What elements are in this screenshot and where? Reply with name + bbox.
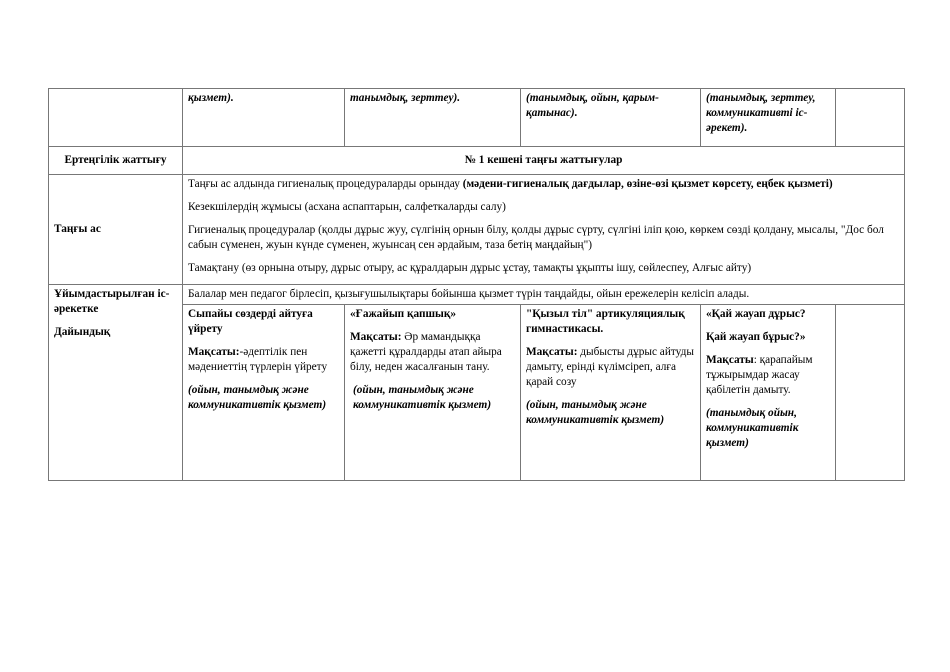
goal-text: Әр мамандыққа қажетті құралдарды атап айыра білу, неден жасалғанын тану. — [350, 331, 502, 374]
table-row-breakfast — [49, 175, 905, 285]
goal-label: Мақсаты: — [526, 346, 578, 359]
goal-label: Мақсаты: — [188, 346, 240, 359]
activity-goal — [526, 345, 695, 390]
activity-goal — [350, 330, 515, 375]
activity-tag: (танымдық ойын, коммуникативтік қызмет) — [706, 407, 799, 450]
activity-goal — [706, 353, 830, 398]
cell-empty — [836, 89, 905, 147]
activity-title: "Қызыл тіл" артикуляциялық гимнастикасы. — [526, 308, 685, 336]
activity-cell-1 — [183, 305, 345, 481]
activity-title: Сыпайы сөздерді айтуға үйрету — [188, 308, 313, 336]
schedule-table — [48, 88, 905, 481]
table-row-exercise — [49, 147, 905, 175]
goal-text: : қарапайым тұжырымдар жасау қабілетін дамыту. — [706, 354, 813, 397]
goal-label: Мақсаты: — [350, 331, 402, 344]
cell-empty — [836, 305, 905, 481]
activity-tag: (ойын, танымдық және коммуникативтік қызмет) — [188, 384, 327, 412]
activity-cell-3 — [521, 305, 701, 481]
activity-goal — [188, 345, 339, 375]
cell-top-2: танымдық, зерттеу). — [345, 89, 521, 147]
table-row-org-intro — [49, 285, 905, 305]
cell-top-1: қызмет). — [183, 89, 345, 147]
cell-empty — [49, 89, 183, 147]
org-label — [49, 285, 183, 481]
org-label-line-1: Ұйымдастырылған іс-әрекетке — [54, 288, 170, 316]
exercise-content: № 1 кешені таңғы жаттығулар — [183, 147, 905, 175]
org-label-line-2: Дайындық — [54, 326, 111, 339]
goal-text: дыбысты дұрыс айтуды дамыту, ерінді күлімсіреп, алға қарай созу — [526, 346, 694, 389]
breakfast-p1-bold: (мәдени-гигиеналық дағдылар, өзіне-өзі қызмет көрсету, еңбек қызметі) — [462, 178, 833, 190]
breakfast-paragraph-1 — [188, 177, 899, 192]
goal-label: Мақсаты — [706, 354, 754, 367]
breakfast-label: Таңғы ас — [49, 175, 183, 285]
exercise-label: Ертеңгілік жаттығу — [49, 147, 183, 175]
activity-title: «Ғажайып қапшық» — [350, 308, 457, 321]
activity-tag: (ойын, танымдық және коммуникативтік қызмет) — [526, 399, 665, 427]
table-row-top — [49, 89, 905, 147]
activity-cell-2 — [345, 305, 521, 481]
breakfast-paragraph-3: Гигиеналық процедуралар (қолды дұрыс жуу, сүлгінің орнын білу, қолды дұрыс сүрту, сүлгіні іліп қою, көркем сөзді қолдану, мысалы, "Дос бол сабын сүменен, жуын күнде сүменен, жуынсаң сен әрдайым, таза бетің маңдайың") — [188, 224, 884, 252]
breakfast-content — [183, 175, 905, 285]
breakfast-paragraph-4: Тамақтану (өз орнына отыру, дұрыс отыру, ас құралдарын дұрыс ұстау, тамақты ұқыпты ішу, сөйлеспеу, Алғыс айту) — [188, 262, 752, 275]
breakfast-p1-text: Таңғы ас алдында гигиеналық процедураларды орындау — [188, 178, 463, 190]
goal-text: -әдептілік пен мәдениеттің түрлерін үйрету — [188, 346, 328, 374]
org-intro: Балалар мен педагог бірлесіп, қызығушылықтары бойынша қызмет түрін таңдайды, ойын ережелерін келісіп алады. — [183, 285, 905, 305]
activity-title-2: Қай жауап бұрыс?» — [706, 331, 806, 344]
cell-top-4: (танымдық, зерттеу, коммуникативті іс-әрекет). — [701, 89, 836, 147]
breakfast-paragraph-2: Кезекшілердің жұмысы (асхана аспаптарын, салфеткаларды салу) — [188, 201, 506, 214]
activity-title: «Қай жауап дұрыс? — [706, 308, 806, 321]
activity-cell-4 — [701, 305, 836, 481]
cell-top-3: (танымдық, ойын, қарым-қатынас). — [521, 89, 701, 147]
activity-tag: (ойын, танымдық және коммуникативтік қызмет) — [353, 384, 492, 412]
